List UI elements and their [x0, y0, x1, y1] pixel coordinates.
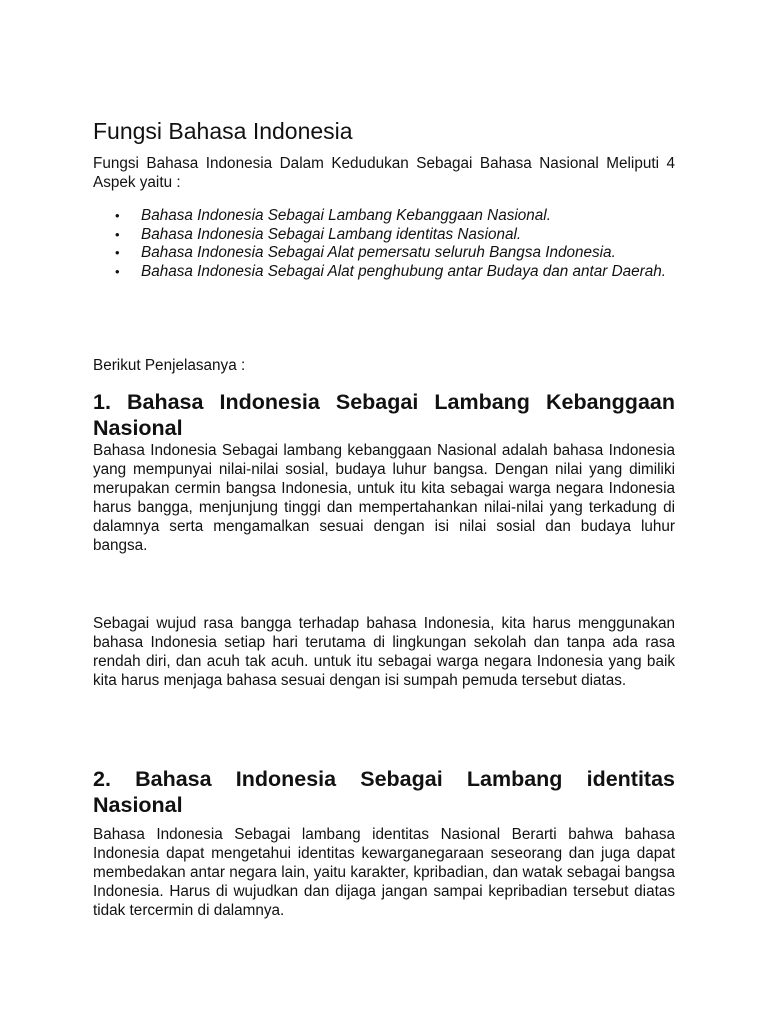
aspect-list [93, 207, 675, 281]
bullet-icon: • [115, 226, 120, 242]
section-1-paragraph-1: Bahasa Indonesia Sebagai lambang kebanggaan Nasional adalah bahasa Indonesia yang mempunyai nilai-nilai sosial, budaya luhur bangsa. Dengan nilai yang dimiliki merupakan cermin bangsa Indonesia, untuk itu kita sebagai warga negara Indonesia harus bangga, menjunjung tinggi dan mempertahankan nilai-nilai yang terkadung di dalamnya serta mengamalkan sesuai dengan isi nilai sosial dan budaya luhur bangsa. [93, 442, 675, 554]
list-item [93, 263, 675, 282]
list-item-text: Bahasa Indonesia Sebagai Alat pemersatu seluruh Bangsa Indonesia. [141, 244, 616, 261]
list-item-text: Bahasa Indonesia Sebagai Alat penghubung antar Budaya dan antar Daerah. [141, 262, 667, 280]
list-item [93, 244, 675, 263]
bullet-icon: • [115, 245, 120, 260]
section-1-paragraph-2: Sebagai wujud rasa bangga terhadap bahasa Indonesia, kita harus menggunakan bahasa Indonesia setiap hari terutama di lingkungan sekolah dan tanpa ada rasa rendah diri, dan acuh tak acuh. untuk itu sebagai warga negara Indonesia yang baik kita harus menjaga bahasa sesuai dengan isi sumpah pemuda tersebut diatas. [93, 615, 675, 689]
section-1-heading: 1. Bahasa Indonesia Sebagai Lambang Kebanggaan Nasional [93, 390, 675, 440]
list-item [93, 226, 675, 245]
section-2-heading: 2. Bahasa Indonesia Sebagai Lambang identitas Nasional [93, 767, 675, 817]
bullet-icon: • [115, 263, 120, 279]
explanation-intro: Berikut Penjelasanya : [93, 357, 246, 374]
bullet-icon: • [115, 208, 120, 223]
section-2-paragraph-1: Bahasa Indonesia Sebagai lambang identitas Nasional Berarti bahwa bahasa Indonesia dapat mengetahui identitas kewarganegaraan seseorang dan juga dapat membedakan antar negara lain, yaitu karakter, kpribadian, dan watak sebagai bangsa Indonesia. Harus di wujudkan dan dijaga jangan sampai kepribadian tersebut diatas tidak tercermin di dalamnya. [93, 826, 675, 919]
list-item-text: Bahasa Indonesia Sebagai Lambang identitas Nasional. [141, 225, 522, 243]
list-item [93, 207, 675, 226]
document-title: Fungsi Bahasa Indonesia [93, 118, 353, 144]
list-item-text: Bahasa Indonesia Sebagai Lambang Kebanggaan Nasional. [141, 207, 551, 224]
intro-paragraph: Fungsi Bahasa Indonesia Dalam Kedudukan Sebagai Bahasa Nasional Meliputi 4 Aspek yaitu : [93, 155, 675, 191]
